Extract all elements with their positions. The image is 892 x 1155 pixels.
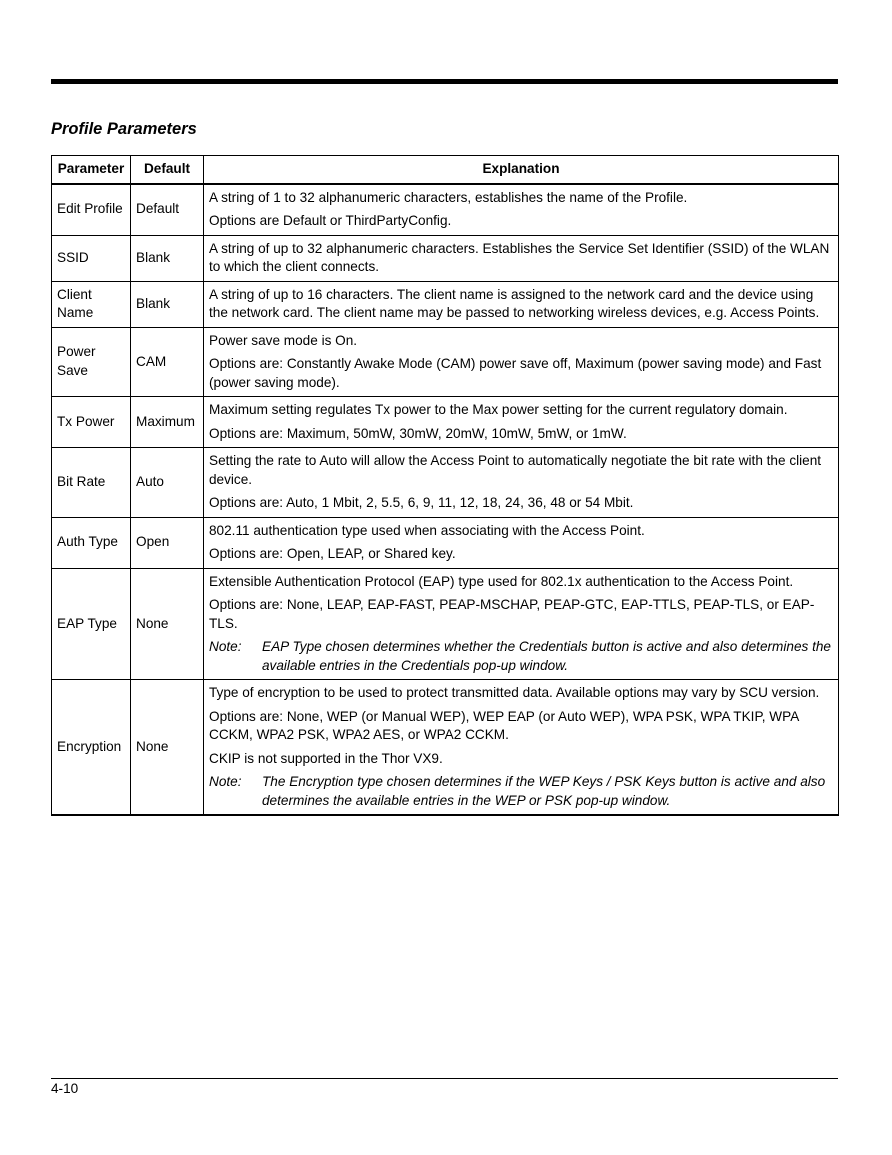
param-explanation (204, 184, 839, 236)
param-default: None (131, 568, 204, 680)
param-default: None (131, 680, 204, 816)
param-name: Bit Rate (52, 448, 131, 518)
note-label: Note: (209, 639, 242, 654)
explanation-text: Options are: Maximum, 50mW, 30mW, 20mW, 10mW, 5mW, or 1mW. (209, 425, 627, 441)
table-row (52, 568, 839, 680)
explanation-note (209, 773, 833, 810)
explanation-text: Options are: Open, LEAP, or Shared key. (209, 546, 456, 561)
table-row (52, 281, 839, 327)
explanation-text: Maximum setting regulates Tx power to the Max power setting for the current regulatory domain. (209, 402, 788, 417)
header-parameter: Parameter (52, 156, 131, 184)
table-row (52, 327, 839, 397)
note-text: EAP Type chosen determines whether the Credentials button is active and also determines the available entries in the Credentials pop-up window. (262, 639, 831, 673)
param-default: Blank (131, 235, 204, 281)
param-explanation (204, 517, 839, 568)
param-default: Default (131, 184, 204, 236)
param-name: Edit Profile (52, 184, 131, 236)
table-row (52, 680, 839, 816)
explanation-text: A string of up to 32 alphanumeric characters. Establishes the Service Set Identifier (SSID) of the WLAN to which the client connects. (209, 240, 830, 274)
param-name: Encryption (52, 680, 131, 816)
header-rule (51, 79, 838, 84)
note-label: Note: (209, 774, 242, 789)
param-explanation (204, 448, 839, 518)
explanation-text: Options are: None, LEAP, EAP-FAST, PEAP-MSCHAP, PEAP-GTC, EAP-TTLS, PEAP-TLS, or EAP-TLS. (209, 597, 815, 631)
param-default: Open (131, 517, 204, 568)
explanation-text: Setting the rate to Auto will allow the Access Point to automatically negotiate the bit rate with the client device. (209, 453, 822, 487)
page-number: 4-10 (51, 1081, 79, 1096)
explanation-text: A string of up to 16 characters. The client name is assigned to the network card and the device using the network card. The client name may be passed to networking wireless devices, e.g. Access Points. (209, 286, 820, 320)
param-explanation (204, 680, 839, 816)
param-explanation (204, 397, 839, 448)
explanation-text: Type of encryption to be used to protect transmitted data. Available options may vary by SCU version. (209, 685, 820, 700)
explanation-text: 802.11 authentication type used when associating with the Access Point. (209, 522, 645, 538)
header-explanation: Explanation (204, 156, 839, 184)
table-header-row (52, 156, 839, 184)
explanation-text: Options are: None, WEP (or Manual WEP), WEP EAP (or Auto WEP), WPA PSK, WPA TKIP, WPA CCKM, WPA2 PSK, WPA2 AES, or WPA2 CCKM. (209, 708, 799, 742)
param-name: Client Name (52, 281, 131, 327)
explanation-text: CKIP is not supported in the Thor VX9. (209, 750, 443, 766)
header-default: Default (131, 156, 204, 184)
param-explanation (204, 281, 839, 327)
explanation-text: Extensible Authentication Protocol (EAP) type used for 802.1x authentication to the Access Point. (209, 573, 794, 589)
profile-parameters-table (51, 155, 839, 816)
footer-rule (51, 1078, 838, 1079)
param-default: Auto (131, 448, 204, 518)
table-row (52, 184, 839, 236)
explanation-text: Options are: Auto, 1 Mbit, 2, 5.5, 6, 9, 11, 12, 18, 24, 36, 48 or 54 Mbit. (209, 495, 634, 510)
note-text: The Encryption type chosen determines if the WEP Keys / PSK Keys button is active and also determines the available entries in the WEP or PSK pop-up window. (262, 774, 826, 808)
table-row (52, 235, 839, 281)
param-explanation (204, 327, 839, 397)
param-default: Maximum (131, 397, 204, 448)
param-explanation (204, 235, 839, 281)
table-row (52, 448, 839, 518)
param-name: Tx Power (52, 397, 131, 448)
explanation-text: Power save mode is On. (209, 332, 358, 348)
param-name: SSID (52, 235, 131, 281)
explanation-note (209, 638, 833, 675)
param-name: Auth Type (52, 517, 131, 568)
section-title: Profile Parameters (51, 120, 197, 138)
table-row (52, 397, 839, 448)
explanation-text: Options are: Constantly Awake Mode (CAM) power save off, Maximum (power saving mode) and Fast (power saving mode). (209, 356, 822, 390)
param-name: EAP Type (52, 568, 131, 680)
param-name: Power Save (52, 327, 131, 397)
param-default: Blank (131, 281, 204, 327)
explanation-text: A string of 1 to 32 alphanumeric characters, establishes the name of the Profile. (209, 189, 688, 205)
param-explanation (204, 568, 839, 680)
param-default: CAM (131, 327, 204, 397)
table-row (52, 517, 839, 568)
explanation-text: Options are Default or ThirdPartyConfig. (209, 213, 452, 228)
